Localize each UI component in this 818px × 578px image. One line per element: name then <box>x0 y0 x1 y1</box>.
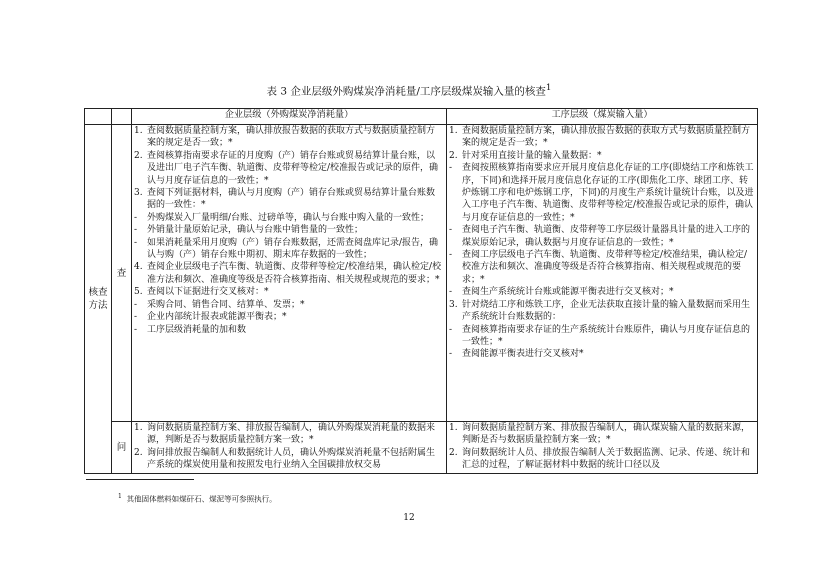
list-item-text: 询问数据质量控制方案、排放报告编制人，确认外购煤炭消耗量的数据来源，判断是否与数据质量控制方案一致；* <box>147 423 436 446</box>
row-cha-process-cell <box>447 125 758 422</box>
footnote-rule <box>86 479 194 480</box>
row-wen-process-cell <box>447 422 758 474</box>
list-item <box>447 324 757 349</box>
list-item-text: 查阅以下证据进行交叉核对：* <box>147 287 269 298</box>
list-item-marker: - <box>449 225 453 236</box>
list-item-text: 询问数据统计人员、排放报告编制人关于数据监测、记录、传递、统计和汇总的过程，了解证据材料中数据的统计口径以及 <box>462 447 751 471</box>
method-label: 核查方法 <box>85 125 112 474</box>
list-item-text: 查阅下列证据材料，确认与月度购（产）销存台账或贸易结算计量台账数据的一致性：* <box>147 188 436 211</box>
list-item-marker: - <box>134 299 138 310</box>
row-wen-enterprise-list <box>132 422 446 472</box>
list-item <box>447 224 757 249</box>
list-item-text: 采购合同、销售合同、结算单、发票；* <box>147 299 305 310</box>
list-item <box>447 150 757 162</box>
list-item-text: 外购煤炭入厂量明细/台账、过磅单等，确认与台账中购入量的一致性； <box>147 212 430 223</box>
list-item-text: 查阅能源平衡表进行交叉核对* <box>462 349 584 360</box>
list-item-text: 查阅按照核算指南要求应开展月度信息化存证的工序(即烧结工序和炼铁工序，下同)和选择开展月度信息化存证的工序(即焦化工序、球团工序、转炉炼钢工序和电炉炼钢工序，下同)的月度生产系统计量统计台账，以及进入工序电子汽车衡、轨道衡、皮带秤等检定/校准报告或记录的原件，确认与月度存证信息的一致性；* <box>462 163 754 223</box>
row-cha-enterprise-cell <box>132 125 447 422</box>
row-wen-process-list <box>447 422 757 472</box>
list-item-marker: - <box>449 324 453 335</box>
list-item-text: 针对烧结工序和炼铁工序，企业无法获取直接计量的输入量数据而采用生产系统统计台账数据的： <box>462 299 751 323</box>
list-item <box>132 311 446 323</box>
list-item <box>132 224 446 236</box>
list-item <box>447 299 757 324</box>
list-item-text: 如果消耗量采用月度购（产）销存台账数据，还需查阅盘库记录/报告，确认与购（产）销存台账中期初、期末库存数据的一致性； <box>147 237 439 261</box>
list-item <box>132 324 446 336</box>
list-item-text: 查阅电子汽车衡、轨道衡、皮带秤等工序层级计量器具计量的进入工序的煤炭原始记录，确认数据与月度存证信息的一致性；* <box>462 225 751 248</box>
list-item-text: 查阅数据质量控制方案，确认排放报告数据的获取方式与数据质量控制方案的规定是否一致；* <box>462 126 751 149</box>
list-item-marker: 2. <box>134 447 143 458</box>
list-item-marker: - <box>134 212 138 223</box>
list-item-marker: 1. <box>449 126 458 136</box>
list-item-text: 查阅核算指南要求存证的月度购（产）销存台账或贸易结算计量台账，以及进出厂电子汽车衡、轨道衡、皮带秤等检定/校准报告或记录的原件，确认与月度存证信息的一致性；* <box>147 150 439 186</box>
list-item-marker: - <box>134 312 138 323</box>
list-item <box>447 447 757 472</box>
list-item <box>447 286 757 298</box>
list-item-marker: 4. <box>134 262 143 273</box>
footnote <box>118 493 277 505</box>
table-header-row <box>85 109 758 125</box>
row-cha-process-list <box>447 125 757 361</box>
list-item-marker: 2. <box>449 447 458 458</box>
list-item-marker: 1. <box>449 423 458 433</box>
header-empty-cell <box>85 109 112 125</box>
list-item-text: 查阅生产系统统计台账或能源平衡表进行交叉核对；* <box>462 287 674 298</box>
list-item-text: 查阅数据质量控制方案，确认排放报告数据的获取方式与数据质量控制方案的规定是否一致；* <box>147 126 436 149</box>
header-process: 工序层级（煤炭输入量） <box>447 109 758 125</box>
list-item <box>132 261 446 286</box>
list-item-marker: 2. <box>449 150 458 161</box>
page-number: 12 <box>403 513 415 523</box>
row-wen-label: 问 <box>112 422 132 474</box>
table-caption <box>0 83 818 99</box>
row-cha-enterprise-list <box>132 125 446 336</box>
footnote-ref: 1 <box>545 83 552 93</box>
list-item <box>132 237 446 262</box>
list-item <box>132 187 446 212</box>
list-item-text: 外销量计量原始记录，确认与台账中销售量的一致性； <box>147 225 364 236</box>
list-item-marker: - <box>449 349 453 360</box>
list-item-marker: - <box>449 250 453 261</box>
header-enterprise: 企业层级（外购煤炭净消耗量） <box>132 109 447 125</box>
list-item-marker: 5. <box>134 287 143 298</box>
list-item <box>447 125 757 150</box>
list-item <box>132 299 446 311</box>
list-item-marker: 1. <box>134 423 143 433</box>
list-item <box>132 125 446 150</box>
row-cha <box>85 125 758 422</box>
footnote-number: 1 <box>118 493 122 500</box>
list-item-marker: 1. <box>134 126 143 136</box>
row-cha-label: 查 <box>112 125 132 422</box>
list-item-text: 查阅核算指南要求存证的生产系统统计台账原件，确认与月度存证信息的一致性；* <box>462 324 751 347</box>
list-item <box>447 162 757 224</box>
list-item-text: 查阅企业层级电子汽车衡、轨道衡、皮带秤等检定/校准结果，确认检定/校准方法和频次、准确度等级是否符合核算指南、相关规程或规范的要求；* <box>147 262 442 285</box>
list-item-marker: 3. <box>449 299 458 310</box>
list-item-marker: - <box>134 225 138 236</box>
list-item-text: 询问排放报告编制人和数据统计人员，确认外购煤炭消耗量不包括附属生产系统的煤炭使用量和按照发电行业纳入全国碳排放权交易 <box>147 447 436 471</box>
list-item <box>447 348 757 360</box>
row-wen <box>85 422 758 474</box>
list-item-marker: - <box>449 287 453 298</box>
list-item-marker: - <box>134 237 138 248</box>
row-wen-enterprise-cell <box>132 422 447 474</box>
list-item-marker: 2. <box>134 150 143 161</box>
list-item <box>132 212 446 224</box>
list-item-text: 企业内部统计报表或能源平衡表；* <box>147 312 287 323</box>
list-item <box>447 249 757 286</box>
list-item-text: 针对采用直接计量的输入量数据：* <box>462 150 602 161</box>
verification-table <box>84 108 758 474</box>
list-item-text: 查阅工序层级电子汽车衡、轨道衡、皮带秤等检定/校准结果，确认检定/校准方法和频次、准确度等级是否符合核算指南、相关规程或规范的要求；* <box>462 250 748 285</box>
list-item-text: 询问数据质量控制方案、排放报告编制人，确认煤炭输入量的数据来源，判断是否与数据质量控制方案一致；* <box>462 423 751 446</box>
list-item-marker: - <box>134 324 138 335</box>
list-item <box>132 422 446 447</box>
list-item <box>132 150 446 187</box>
list-item-marker: - <box>449 163 453 174</box>
list-item-text: 工序层级消耗量的加和数 <box>147 324 247 335</box>
list-item-marker: 3. <box>134 188 143 199</box>
header-empty-cell <box>112 109 132 125</box>
list-item <box>132 447 446 472</box>
list-item <box>447 422 757 447</box>
footnote-text: 其他固体燃料如煤矸石、煤泥等可参照执行。 <box>126 494 277 504</box>
list-item <box>132 286 446 298</box>
table-title: 表 3 企业层级外购煤炭净消耗量/工序层级煤炭输入量的核查 <box>266 85 546 98</box>
